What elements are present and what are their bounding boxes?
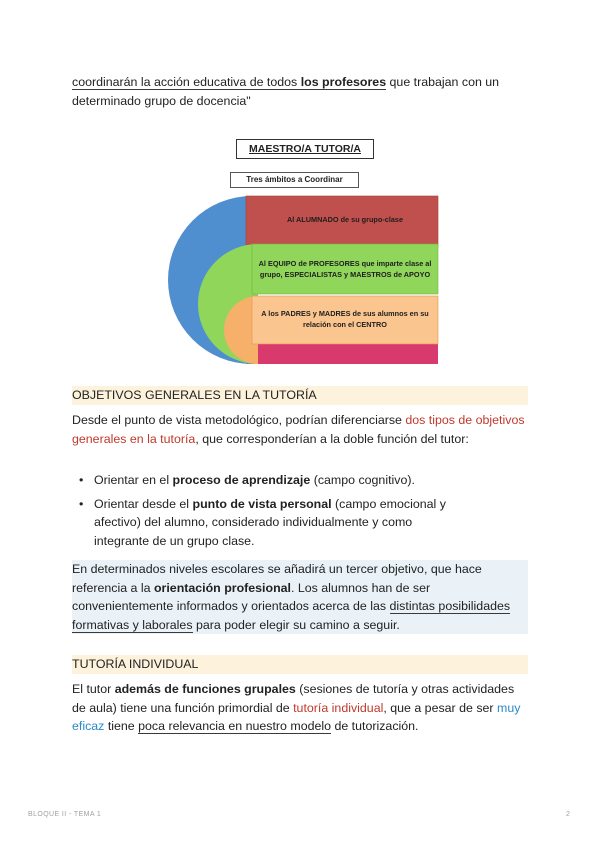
list-item: • Orientar en el proceso de aprendizaje (campo cognitivo). [72, 471, 528, 490]
red-text-tutoria: tutoría individual [293, 700, 384, 715]
tutoria-individual-paragraph: El tutor además de funciones grupales (sesiones de tutoría y otras actividades de aula) tiene una función primordial de tutoría individual, que a pesar de ser muy eficaz tiene poca relevancia en nuestro modelo de tutorización. [72, 682, 521, 733]
heading-objetivos: OBJETIVOS GENERALES EN LA TUTORÍA [72, 386, 528, 405]
heading-tutoria-individual: TUTORÍA INDIVIDUAL [72, 655, 528, 674]
footer-label: BLOQUE II - TEMA 1 [28, 811, 102, 818]
underlined-relevancia: poca relevancia en nuestro modelo [138, 719, 332, 733]
intro-line2: determinado grupo de docencia" [72, 93, 251, 108]
blue-text-eficaz: muy eficaz [72, 700, 521, 733]
band2-text: Al EQUIPO de PROFESORES que imparte clase al grupo, ESPECIALISTAS y MAESTROS de APOYO [258, 259, 432, 279]
objetivos-paragraph: Desde el punto de vista metodológico, podrían diferenciarse dos tipos de objetivos generales en la tutoría, que corresponderían a la doble función del tutor: [72, 413, 525, 446]
bullet-dot-icon: • [79, 473, 84, 487]
band1-text: Al ALUMNADO de su grupo-clase [286, 215, 404, 224]
orientacion-paragraph: En determinados niveles escolares se añadirá un tercer objetivo, que hace referencia a la orientación profesional. Los alumnos han de ser convenientemente informados y orientados acerca de las distintas posibilidades formativas y laborales para poder elegir su camino a seguir. [72, 560, 528, 634]
underlined-posibilidades: distintas posibilidades formativas y laborales [72, 599, 511, 632]
intro-line1-start: coordinarán la acción educativa de todos los profesores [72, 75, 387, 89]
list-item: • Orientar desde el punto de vista personal (campo emocional y afectivo) del alumno, considerado individualmente y como integrante de un grupo clase. [79, 496, 446, 548]
intro-paragraph [72, 73, 528, 110]
diagram-title: MAESTRO/A TUTOR/A [236, 139, 374, 159]
diagram-subtitle: Tres ámbitos a Coordinar [230, 172, 359, 188]
band3-text: A los PADRES y MADRES de sus alumnos en su relación con el CENTRO [261, 309, 429, 329]
intro-line1-end: que trabajan con un [386, 75, 500, 89]
page-number: 2 [566, 811, 571, 818]
bullet-dot-icon: • [79, 496, 84, 511]
objetivos-list [72, 471, 528, 555]
red-text-objetivos: dos tipos de objetivos generales en la tutoría [72, 413, 525, 446]
tutor-diagram [160, 138, 450, 366]
intro-bold: los profesores [300, 75, 387, 89]
